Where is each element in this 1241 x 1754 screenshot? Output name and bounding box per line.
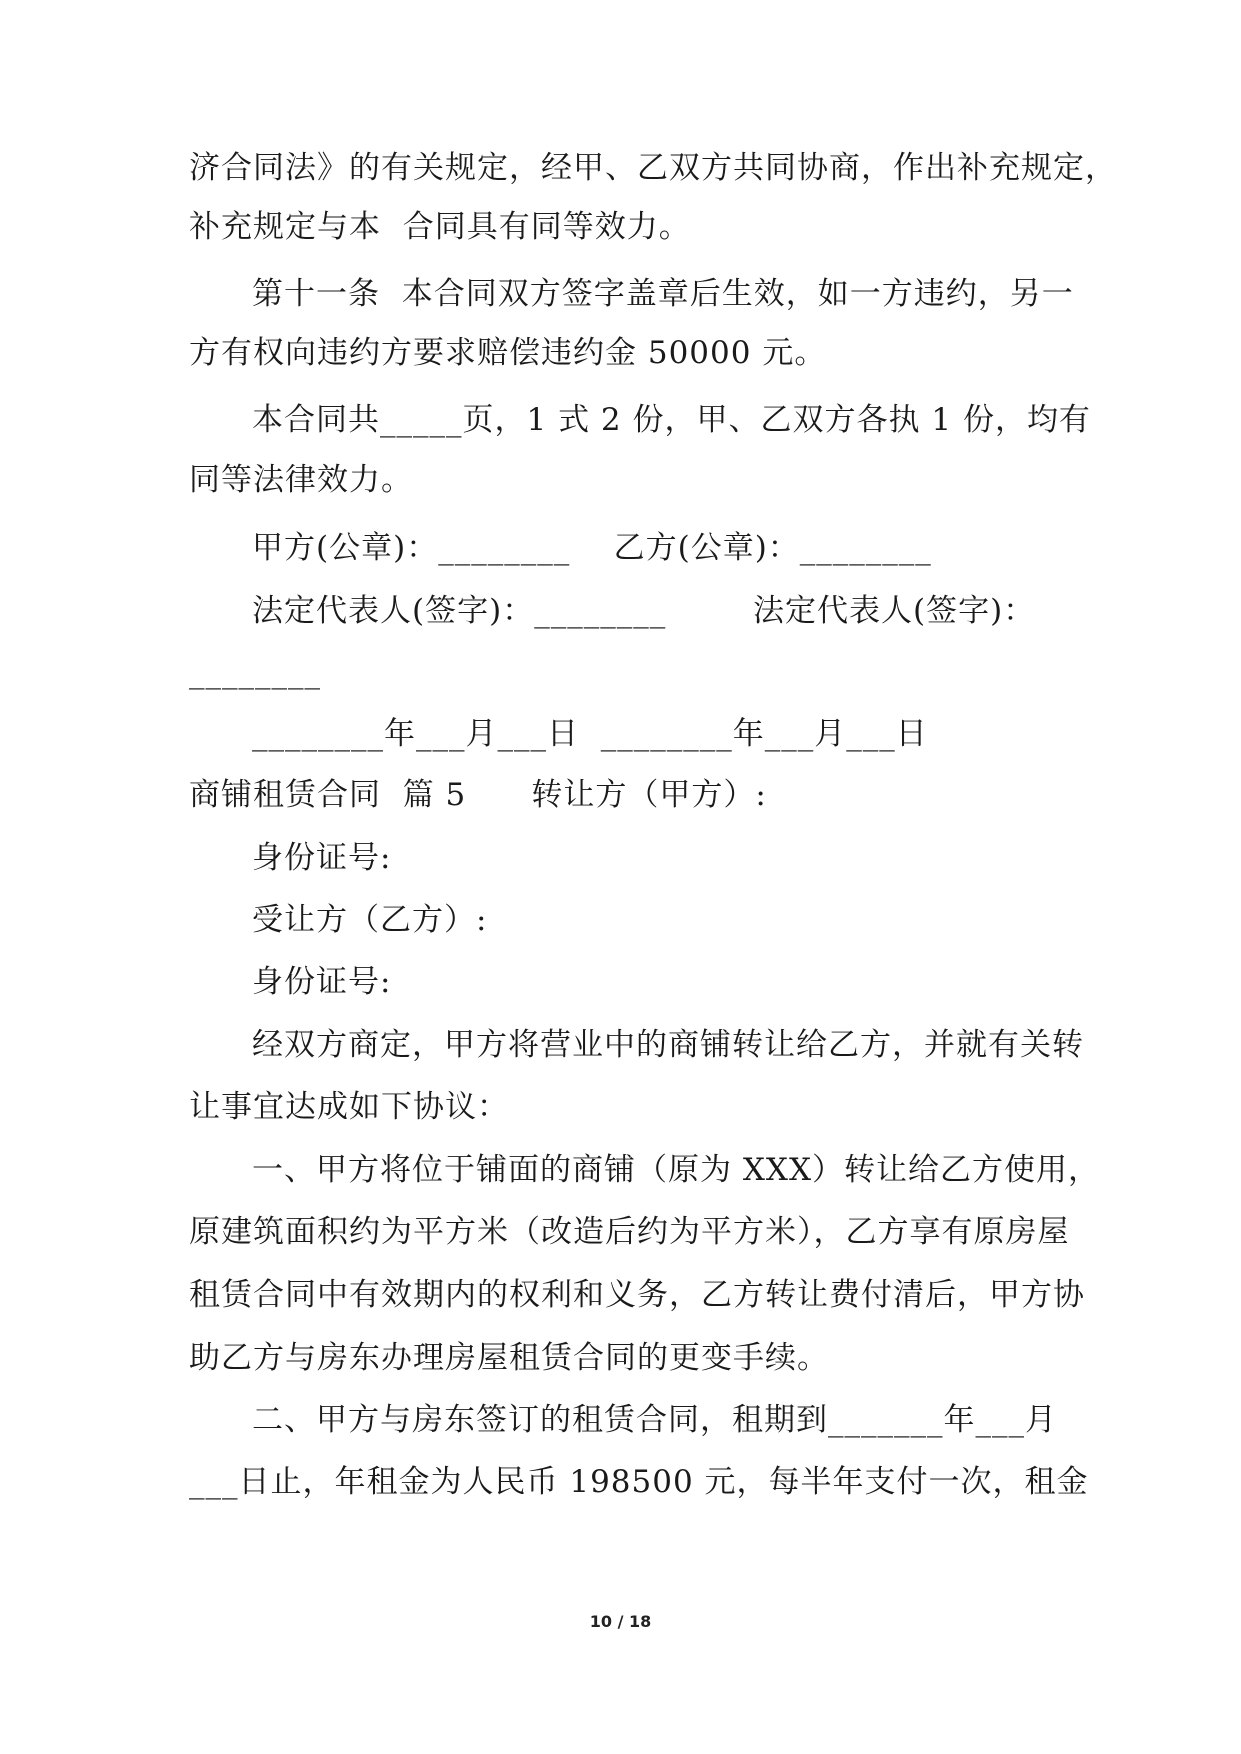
text-line: 补充规定与本 合同具有同等效力。: [189, 209, 691, 245]
section-heading: 商铺租赁合同 篇 5 转让方（甲方）:: [189, 777, 767, 813]
signature-line-seal: 甲方(公章)：________ 乙方(公章)：________: [252, 530, 932, 566]
text-line: 方有权向违约方要求赔偿违约金 50000 元。: [189, 335, 827, 371]
text-line: 让事宜达成如下协议：: [189, 1089, 509, 1125]
text-line: 身份证号:: [252, 964, 392, 1000]
text-line: 第十一条 本合同双方签字盖章后生效，如一方违约，另一: [252, 276, 1074, 312]
signature-line-representative: 法定代表人(签字)：________ 法定代表人(签字)：: [252, 593, 1036, 629]
text-line: 一、甲方将位于铺面的商铺（原为 XXX）转让给乙方使用，: [252, 1152, 1101, 1188]
text-line: ___日止，年租金为人民币 198500 元，每半年支付一次，租金: [189, 1464, 1089, 1500]
text-line: 租赁合同中有效期内的权利和义务，乙方转让费付清后，甲方协: [189, 1277, 1085, 1313]
text-line: 受让方（乙方）:: [252, 902, 488, 938]
page-number: 10 / 18: [589, 1612, 652, 1631]
text-line: 助乙方与房东办理房屋租赁合同的更变手续。: [189, 1340, 829, 1376]
date-line: ________年___月___日 ________年___月___日: [252, 716, 928, 752]
text-line: 济合同法》的有关规定，经甲、乙双方共同协商，作出补充规定，: [189, 150, 1117, 186]
text-line: 身份证号:: [252, 840, 392, 876]
signature-blank: ________: [189, 654, 321, 690]
text-line: 原建筑面积约为平方米（改造后约为平方米），乙方享有原房屋: [189, 1214, 1070, 1250]
text-line: 经双方商定，甲方将营业中的商铺转让给乙方，并就有关转: [252, 1027, 1084, 1063]
text-line: 同等法律效力。: [189, 462, 413, 498]
text-line: 二、甲方与房东签订的租赁合同，租期到_______年___月: [252, 1402, 1057, 1438]
text-line: 本合同共_____页，1 式 2 份，甲、乙双方各执 1 份，均有: [252, 402, 1091, 438]
